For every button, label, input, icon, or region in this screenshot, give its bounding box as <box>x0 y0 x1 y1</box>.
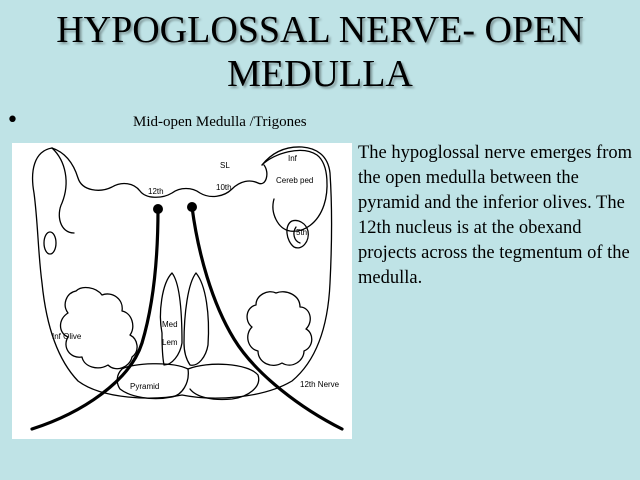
label-lem: Lem <box>162 338 178 347</box>
hypoglossal-nerve-right <box>192 207 342 429</box>
label-10th-nucleus: 10th <box>216 183 232 192</box>
label-5th-nucleus: 5th <box>296 228 308 237</box>
hypoglossal-nerve-left <box>32 209 158 429</box>
medulla-diagram <box>12 143 352 439</box>
bullet-marker: • <box>6 108 19 133</box>
label-12th-nerve: 12th Nerve <box>300 380 340 389</box>
pyramid-right <box>188 364 259 399</box>
title-line-2: MEDULLA <box>227 53 413 95</box>
inferior-olive-left <box>61 288 138 369</box>
figure-subtitle: Mid-open Medulla /Trigones <box>133 114 307 130</box>
label-cereb-ped: Cereb ped <box>276 176 314 185</box>
left-small-nucleus <box>44 232 56 254</box>
medial-lemniscus-right <box>184 273 209 365</box>
medulla-drawing <box>12 143 352 439</box>
body-paragraph: The hypoglossal nerve emerges from the open medulla between the pyramid and the inferior olives. The 12th nucleus is at the obexand projects across the tegmentum of the medulla. <box>358 143 632 288</box>
label-med: Med <box>162 320 178 329</box>
medial-lemniscus-left <box>160 273 182 365</box>
label-12th-nucleus: 12th <box>148 187 164 196</box>
inferior-olive-right <box>247 292 312 366</box>
label-sl: SL <box>220 161 230 170</box>
label-inf-olive: Inf Olive <box>52 332 82 341</box>
label-pyramid: Pyramid <box>130 382 160 391</box>
title-line-1: HYPOGLOSSAL NERVE- OPEN <box>56 9 584 51</box>
slide-title <box>0 8 640 96</box>
label-inf: Inf <box>288 154 297 163</box>
left-lateral-lobe <box>52 148 74 233</box>
